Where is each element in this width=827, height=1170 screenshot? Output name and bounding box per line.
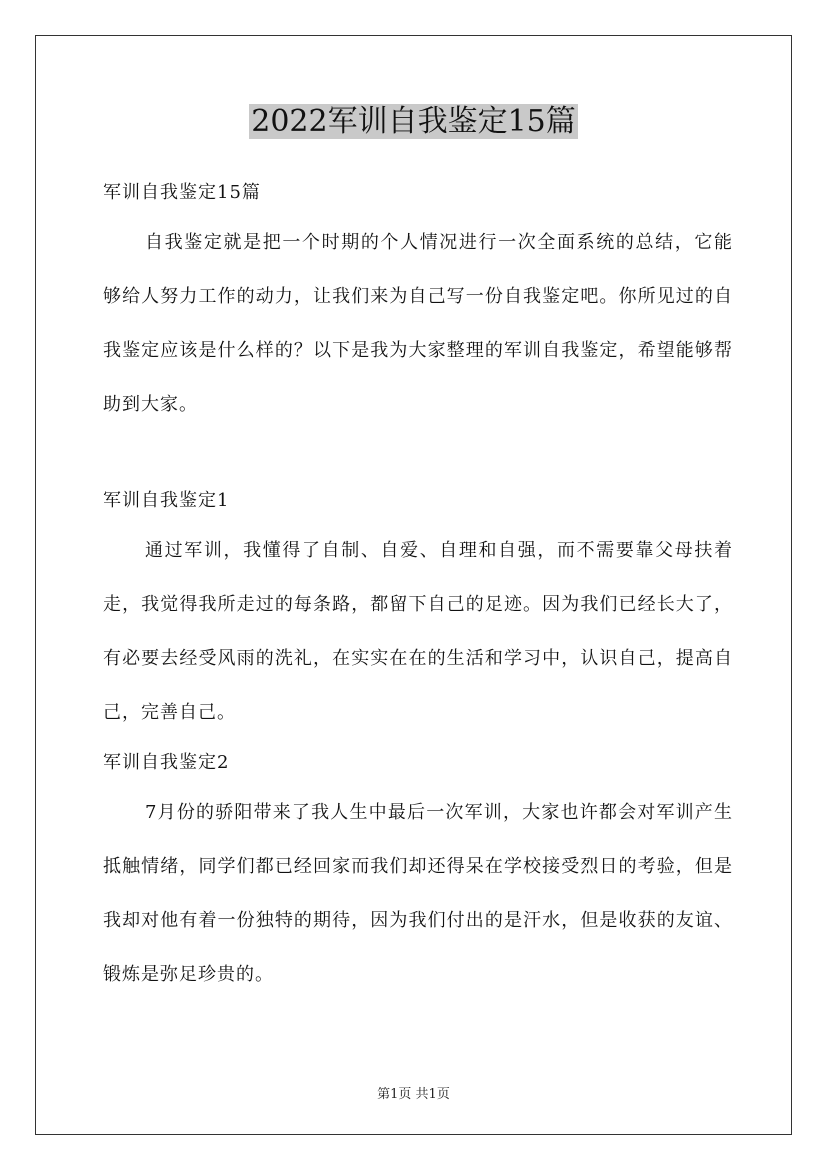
- document-title: [0, 100, 827, 144]
- document-title-text: 2022军训自我鉴定15篇: [251, 104, 576, 139]
- section-paragraph-1: 通过军训，我懂得了自制、自爱、自理和自强，而不需要靠父母扶着走，我觉得我所走过的每条路，都留下自己的足迹。因为我们已经长大了，有必要去经受风雨的洗礼，在实实在在的生活和学习中，认识自己，提高自己，完善自己。: [103, 540, 733, 723]
- section-heading-1: 军训自我鉴定1: [103, 490, 230, 511]
- document-subtitle: 军训自我鉴定15篇: [103, 182, 261, 203]
- section-spacer: [103, 432, 733, 478]
- section-heading-2: 军训自我鉴定2: [103, 752, 230, 773]
- intro-paragraph: 自我鉴定就是把一个时期的个人情况进行一次全面系统的总结，它能够给人努力工作的动力，让我们来为自己写一份自我鉴定吧。你所见过的自我鉴定应该是什么样的？以下是我为大家整理的军训自我鉴定，希望能够帮助到大家。: [103, 232, 733, 415]
- section-paragraph-2: 7月份的骄阳带来了我人生中最后一次军训，大家也许都会对军训产生抵触情绪，同学们都已经回家而我们却还得呆在学校接受烈日的考验，但是我却对他有着一份独特的期待，因为我们付出的是汗水，但是收获的友谊、锻炼是弥足珍贵的。: [103, 802, 733, 985]
- page-footer: 第1页 共1页: [377, 1087, 450, 1102]
- document-body: [103, 170, 733, 1002]
